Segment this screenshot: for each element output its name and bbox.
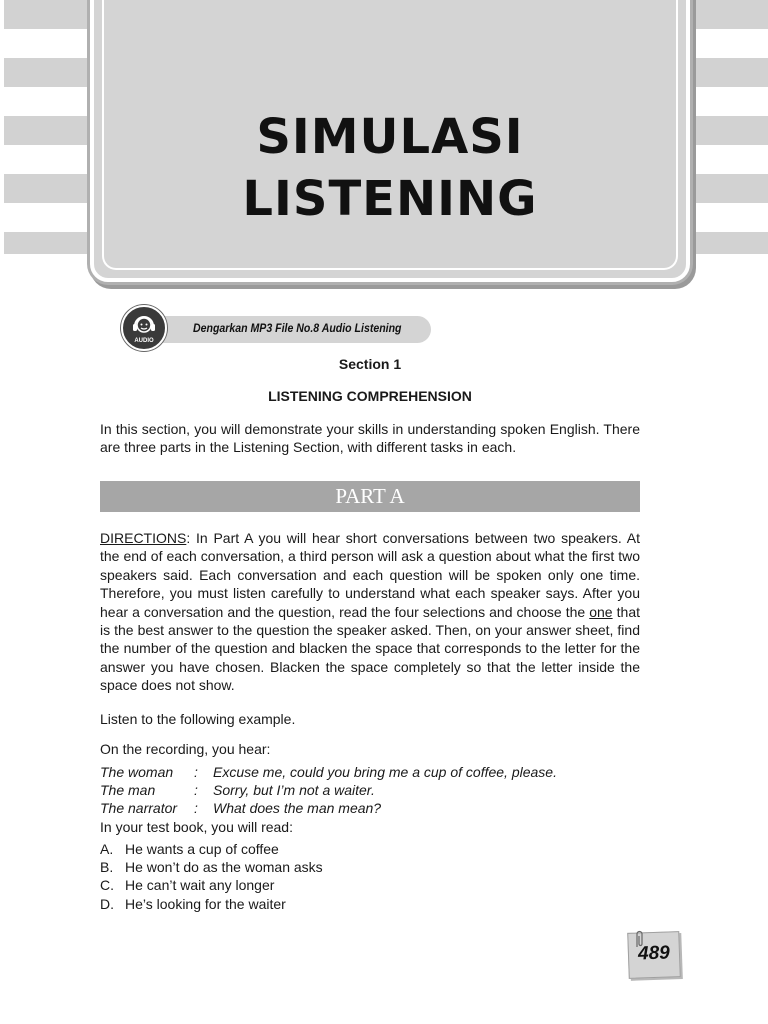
dialogue-text: Excuse me, could you bring me a cup of coffee, please.: [213, 764, 557, 780]
dialogue-colon: :: [194, 782, 198, 798]
directions-paragraph: [100, 529, 640, 695]
headphones-icon: [121, 305, 167, 351]
page-number: 489: [637, 942, 671, 965]
directions-emphasis: one: [589, 603, 613, 620]
option-text: He’s looking for the waiter: [125, 896, 286, 912]
part-label: PART A: [335, 484, 405, 508]
directions-text-2: that is the best answer to the question the speaker asked. Then, on your answer sheet, find the number of the question and blacken the space that corresponds to the letter for the answer you have chosen. Blacken the space completely so that the letter inside the space does not show.: [100, 603, 640, 694]
audio-icon-label: AUDIO: [134, 338, 154, 344]
option-key: C.: [100, 877, 114, 893]
recording-intro: On the recording, you hear:: [100, 741, 271, 757]
audio-instruction-banner: [150, 316, 431, 343]
directions-text-1: : In Part A you will hear short conversations between two speakers. At the end of each conversation, a third person will ask a question about what the first two speakers said. Each conversation and each question will be spoken only one time. Therefore, you must listen carefully to understand what each speaker says. After you hear a conversation and the question, read the four selections and choose the: [100, 530, 640, 620]
title-line-1: SIMULASI: [256, 109, 524, 165]
example-intro: Listen to the following example.: [100, 711, 296, 727]
dialogue-colon: :: [194, 800, 198, 816]
dialogue-text: Sorry, but I’m not a waiter.: [213, 782, 375, 798]
title-line-2: LISTENING: [242, 171, 538, 227]
dialogue-speaker: The woman: [100, 764, 174, 780]
title-card: [90, 0, 690, 282]
option-text: He won’t do as the woman asks: [125, 859, 323, 875]
test-book-intro: In your test book, you will read:: [100, 819, 293, 835]
option-text: He wants a cup of coffee: [125, 841, 279, 857]
intro-paragraph: In this section, you will demonstrate your skills in understanding spoken English. There are three parts in the Listening Section, with different tasks in each.: [100, 421, 640, 456]
audio-instruction-text: Dengarkan MP3 File No.8 Audio Listening: [193, 321, 402, 335]
part-heading-bar: [100, 481, 640, 512]
directions-label: DIRECTIONS: [100, 530, 187, 546]
dialogue-colon: :: [194, 764, 198, 780]
section-name: LISTENING COMPREHENSION: [268, 388, 472, 404]
paperclip-icon: [634, 929, 644, 949]
option-key: A.: [100, 841, 114, 857]
option-key: D.: [100, 896, 114, 912]
option-key: B.: [100, 859, 114, 875]
section-number: Section 1: [338, 356, 402, 372]
dialogue-speaker: The narrator: [100, 800, 178, 816]
dialogue-text: What does the man mean?: [213, 800, 382, 816]
page-title: [94, 106, 686, 230]
dialogue-speaker: The man: [100, 782, 156, 798]
option-text: He can’t wait any longer: [125, 877, 275, 893]
